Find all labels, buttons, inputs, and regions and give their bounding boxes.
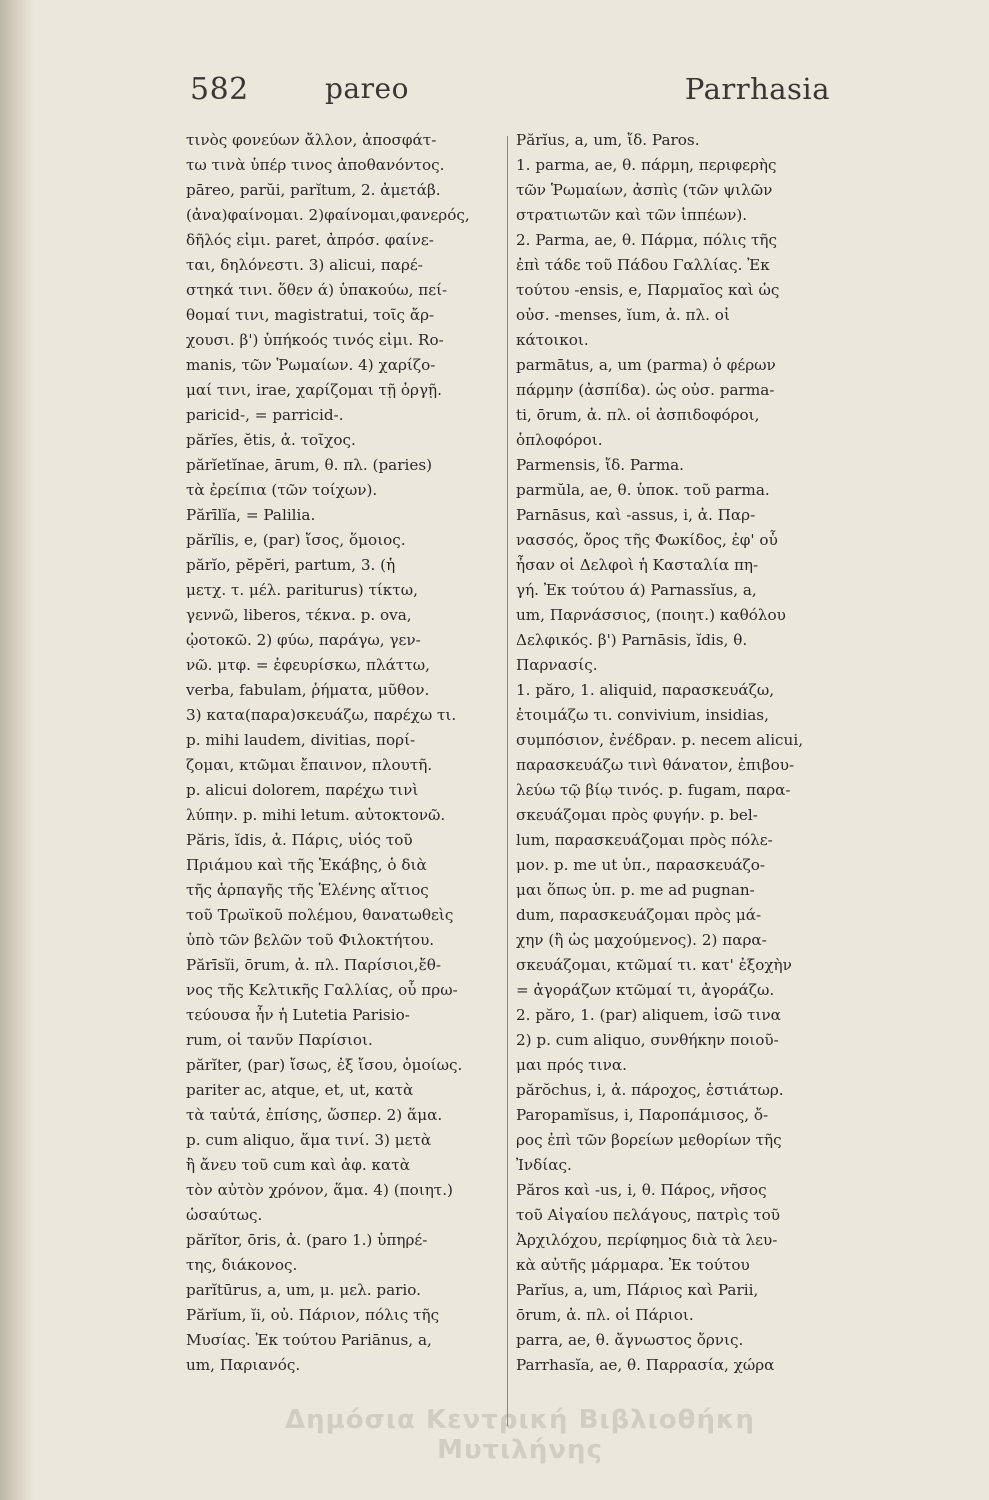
left-column (186, 128, 502, 1378)
left-column-line: 3) κατα(παρα)σκευάζω, παρέχω τι. (186, 706, 457, 724)
left-column-line: părĭo, pĕpĕri, partum, 3. (ἡ (186, 556, 396, 574)
right-column-line: parra, ae, θ. ἄγνωστος ὄρνις. (516, 1331, 744, 1349)
right-column-line: πάρμην (ἀσπίδα). ὡς οὐσ. parma- (516, 381, 775, 399)
right-column-line: γή. Ἐκ τούτου ά) Parnassĭus, a, (516, 581, 757, 599)
right-column (516, 128, 832, 1378)
right-column-line: 2) p. cum aliquo, συνθήκην ποιοῦ- (516, 1031, 779, 1049)
left-column-line: στηκά τινι. ὅθεν ά) ὑπακούω, πεί- (186, 281, 448, 299)
right-column-line: Parrhasĭa, ae, θ. Παρρασία, χώρα (516, 1356, 775, 1374)
right-column-line: Parnāsus, καὶ -assus, i, ἀ. Παρ- (516, 506, 756, 524)
left-column-line: părĭtor, ōris, ἀ. (paro 1.) ὑπηρέ- (186, 1231, 428, 1249)
left-column-line: ἢ ἄνευ τοῦ cum καὶ ἀφ. κατὰ (186, 1156, 410, 1174)
left-column-line: Părīsĭi, ōrum, ἀ. πλ. Παρίσιοι,ἔθ- (186, 956, 442, 974)
right-column-line: Păros καὶ -us, i, θ. Πάρος, νῆσος (516, 1181, 767, 1199)
right-column-line: 1. păro, 1. aliquid, παρασκευάζω, (516, 681, 775, 699)
right-column-line: ἦσαν οἱ Δελφοὶ ἡ Κασταλία πη- (516, 556, 759, 574)
right-column-line: Parĭus, a, um, Πάριος καὶ Parii, (516, 1281, 759, 1299)
right-column-line: χην (ἢ ὡς μαχούμενος). 2) παρα- (516, 931, 767, 949)
left-column-line: verba, fabulam, ῥήματα, μῦθον. (186, 681, 430, 699)
right-column-line: τούτου -ensis, e, Παρμαῖος καὶ ὡς (516, 281, 780, 299)
left-column-line: um, Παριανός. (186, 1356, 301, 1374)
right-column-line: νασσός, ὄρος τῆς Φωκίδος, ἐφ' οὗ (516, 531, 778, 549)
guide-word-right: Parrhasia (684, 72, 830, 106)
left-column-line: ζομαι, κτῶμαι ἔπαινον, πλουτῆ. (186, 756, 433, 774)
left-column-line: manis, τῶν Ῥωμαίων. 4) χαρίζο- (186, 356, 436, 374)
left-column-line: της, διάκονος. (186, 1256, 298, 1274)
left-column-line: χουσι. β') ὑπήκοός τινός εἰμι. Ro- (186, 331, 444, 349)
right-column-line: ōrum, ἀ. πλ. οἱ Πάριοι. (516, 1306, 694, 1324)
left-column-line: părĭter, (par) ἴσως, ἐξ ἴσου, ὁμοίως. (186, 1056, 463, 1074)
left-column-line: τω τινὰ ὑπέρ τινος ἀποθανόντος. (186, 156, 445, 174)
left-column-line: pariter ac, atque, et, ut, κατὰ (186, 1081, 414, 1099)
left-column-line: părĭes, ĕtis, ἀ. τοῖχος. (186, 431, 356, 449)
right-column-line: = ἀγοράζων κτῶμαί τι, ἀγοράζω. (516, 981, 775, 999)
left-column-line: p. alicui dolorem, παρέχω τινὶ (186, 781, 419, 799)
left-column-line: părĭetĭnae, ārum, θ. πλ. (paries) (186, 456, 433, 474)
binding-shadow (0, 0, 34, 1500)
right-column-line: ἑτοιμάζω τι. convivium, insidias, (516, 706, 769, 724)
right-column-line: τῶν Ῥωμαίων, ἀσπὶς (τῶν ψιλῶν (516, 181, 773, 199)
left-column-line: ται, δηλόνεστι. 3) alicui, παρέ- (186, 256, 423, 274)
left-column-line: τὰ ταὐτά, ἐπίσης, ὥσπερ. 2) ἅμα. (186, 1106, 443, 1124)
right-column-line: σκευάζομαι πρὸς φυγήν. p. bel- (516, 806, 758, 824)
right-column-line: ἐπὶ τάδε τοῦ Πάδου Γαλλίας. Ἐκ (516, 256, 770, 274)
column-divider (507, 136, 508, 1426)
two-column-body (186, 128, 831, 1428)
right-column-line: Παρνασίς. (516, 656, 598, 674)
left-column-line: Părīlĭa, = Palilia. (186, 506, 316, 524)
right-column-line: στρατιωτῶν καὶ τῶν ἱππέων). (516, 206, 748, 224)
left-column-line: γεννῶ, liberos, τέκνα. p. ova, (186, 606, 412, 624)
right-column-line: parmŭla, ae, θ. ὑποκ. τοῦ parma. (516, 481, 770, 499)
left-column-line: τοῦ Τρωϊκοῦ πολέμου, θανατωθεὶς (186, 906, 454, 924)
right-column-line: ὁπλοφόροι. (516, 431, 603, 449)
left-column-line: p. mihi laudem, divitias, πορί- (186, 731, 416, 749)
left-column-line: νος τῆς Κελτικῆς Γαλλίας, οὗ πρω- (186, 981, 458, 999)
left-column-line: rum, οἱ τανῦν Παρίσιοι. (186, 1031, 373, 1049)
page-number: 582 (190, 72, 249, 107)
left-column-line: pāreo, parŭi, parĭtum, 2. ἀμετάβ. (186, 181, 441, 199)
right-column-line: Ἰνδίας. (516, 1156, 572, 1174)
right-column-line: κὰ αὐτῆς μάρμαρα. Ἐκ τούτου (516, 1256, 750, 1274)
left-column-line: νῶ. μτφ. = ἐφευρίσκω, πλάττω, (186, 656, 430, 674)
left-column-line: Păris, ĭdis, ἀ. Πάρις, υἱός τοῦ (186, 831, 413, 849)
right-column-line: lum, παρασκευάζομαι πρὸς πόλε- (516, 831, 773, 849)
right-column-line: Parmensis, ἴδ. Parma. (516, 456, 685, 474)
right-column-line: parmātus, a, um (parma) ὁ φέρων (516, 356, 776, 374)
left-column-line: parĭtūrus, a, um, μ. μελ. pario. (186, 1281, 421, 1299)
right-column-line: μον. p. me ut ὑπ., παρασκευάζο- (516, 856, 766, 874)
left-column-line: τεύουσα ἦν ἡ Lutetia Parisio- (186, 1006, 410, 1024)
right-column-line: um, Παρνάσσιος, (ποιητ.) καθόλου (516, 606, 786, 624)
left-column-line: μετχ. τ. μέλ. pariturus) τίκτω, (186, 581, 418, 599)
left-column-line: ὑπὸ τῶν βελῶν τοῦ Φιλοκτήτου. (186, 931, 435, 949)
page-header (190, 72, 830, 122)
right-column-line: dum, παρασκευάζομαι πρὸς μά- (516, 906, 762, 924)
left-column-line: (ἀνα)φαίνομαι. 2)φαίνομαι,φανερός, (186, 206, 470, 224)
left-column-line: τὸν αὐτὸν χρόνον, ἅμα. 4) (ποιητ.) (186, 1181, 453, 1199)
right-column-line: Δελφικός. β') Parnāsis, ĭdis, θ. (516, 631, 748, 649)
left-column-line: paricid-, = parricid-. (186, 406, 344, 424)
right-column-line: συμπόσιον, ἐνέδραν. p. necem alicui, (516, 731, 804, 749)
right-column-line: ti, ōrum, ἀ. πλ. οἱ ἀσπιδοφόροι, (516, 406, 760, 424)
left-column-line: μαί τινι, irae, χαρίζομαι τῇ ὀργῇ. (186, 381, 442, 399)
right-column-line: κάτοικοι. (516, 331, 589, 349)
left-column-line: θομαί τινι, magistratui, τοῖς ἄρ- (186, 306, 435, 324)
left-column-line: Părĭum, ĭi, οὐ. Πάριον, πόλις τῆς (186, 1306, 440, 1324)
right-column-line: Ἀρχιλόχου, περίφημος διὰ τὰ λευ- (516, 1231, 778, 1249)
right-column-line: ρος ἐπὶ τῶν βορείων μεθορίων τῆς (516, 1131, 782, 1149)
right-column-line: σκευάζομαι, κτῶμαί τι. κατ' ἐξοχὴν (516, 956, 792, 974)
left-column-line: λύπην. p. mihi letum. αὐτοκτονῶ. (186, 806, 446, 824)
library-watermark: Δημόσια Κεντρική Βιβλιοθήκη Μυτιλήνης (285, 1405, 755, 1465)
left-column-line: părĭlis, e, (par) ἴσος, ὅμοιος. (186, 531, 406, 549)
right-column-line: Paropamĭsus, i, Παροπάμισος, ὄ- (516, 1106, 769, 1124)
right-column-line: τοῦ Αἰγαίου πελάγους, πατρὶς τοῦ (516, 1206, 781, 1224)
right-column-line: οὐσ. -menses, ĭum, ἀ. πλ. οἱ (516, 306, 730, 324)
left-column-line: ᾠοτοκῶ. 2) φύω, παράγω, γεν- (186, 631, 421, 649)
left-column-line: ὡσαύτως. (186, 1206, 263, 1224)
left-column-line: τὰ ἐρείπια (τῶν τοίχων). (186, 481, 378, 499)
left-column-line: Μυσίας. Ἐκ τούτου Pariānus, a, (186, 1331, 432, 1349)
right-column-line: 2. păro, 1. (par) aliquem, ἰσῶ τινα (516, 1006, 781, 1024)
left-column-line: δῆλός εἰμι. paret, ἀπρόσ. φαίνε- (186, 231, 434, 249)
left-column-line: Πριάμου καὶ τῆς Ἑκάβης, ὁ διὰ (186, 856, 427, 874)
left-column-line: p. cum aliquo, ἅμα τινί. 3) μετὰ (186, 1131, 432, 1149)
right-column-line: 2. Parma, ae, θ. Πάρμα, πόλις τῆς (516, 231, 778, 249)
left-column-line: τῆς ἁρπαγῆς τῆς Ἑλένης αἴτιος (186, 881, 429, 899)
guide-word-left: pareo (325, 72, 409, 105)
left-column-line: τινὸς φονεύων ἄλλον, ἀποσφάτ- (186, 131, 437, 149)
right-column-line: Părĭus, a, um, ἴδ. Paros. (516, 131, 700, 149)
right-column-line: λεύω τῷ βίῳ τινός. p. fugam, παρα- (516, 781, 791, 799)
right-column-line: părŏchus, i, ἀ. πάροχος, ἑστιάτωρ. (516, 1081, 784, 1099)
right-column-line: μαι ὅπως ὑπ. p. me ad pugnan- (516, 881, 755, 899)
right-column-line: 1. parma, ae, θ. πάρμη, περιφερὴς (516, 156, 777, 174)
right-column-line: μαι πρός τινα. (516, 1056, 627, 1074)
right-column-line: παρασκευάζω τινὶ θάνατον, ἐπιβου- (516, 756, 795, 774)
